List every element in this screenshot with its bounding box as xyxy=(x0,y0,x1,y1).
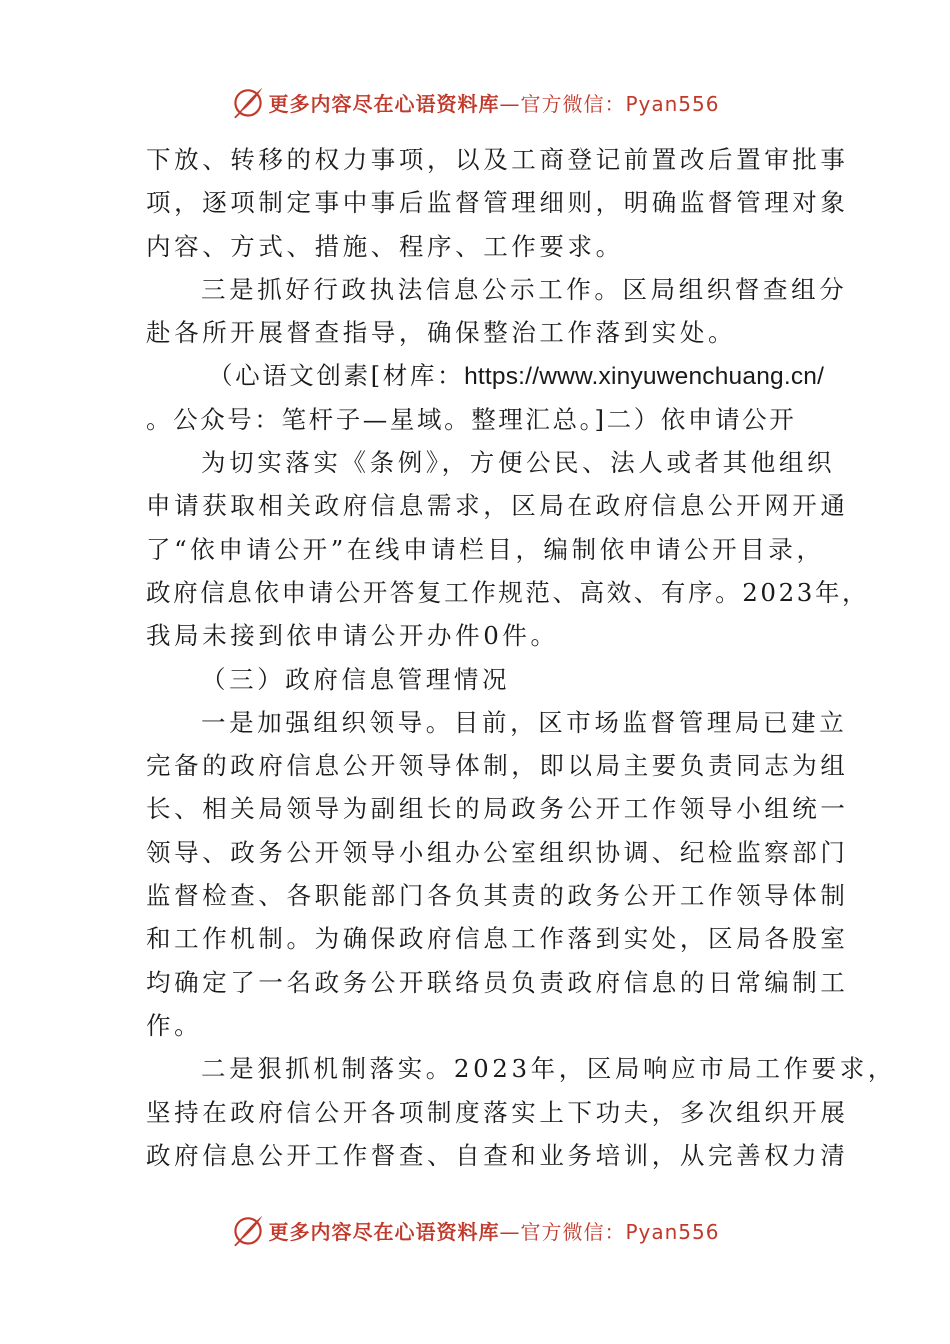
paragraph-line: 领导、政务公开领导小组办公室组织协调、纪检监察部门 xyxy=(146,837,849,867)
footer-banner xyxy=(0,1210,950,1250)
quill-pen-icon xyxy=(230,84,266,120)
paragraph-line: 我局未接到依申请公开办件0件。 xyxy=(146,621,559,651)
paragraph-line: 和工作机制。为确保政府信息工作落到实处，区局各股室 xyxy=(146,924,849,954)
paragraph-line: 政府信息公开工作督查、自查和业务培训，从完善权力清 xyxy=(146,1140,849,1170)
paragraph-line: 长、相关局领导为副组长的局政务公开工作领导小组统一 xyxy=(146,794,849,824)
paragraph-line: 一是加强组织领导。目前，区市场监督管理局已建立 xyxy=(201,707,848,737)
paragraph-line: 政府信息依申请公开答复工作规范、高效、有序。2023年， xyxy=(146,577,870,607)
paragraph-line: 三是抓好行政执法信息公示工作。区局组织督查组分 xyxy=(201,274,848,304)
paragraph-line: 下放、转移的权力事项，以及工商登记前置改后置审批事 xyxy=(146,145,849,174)
paragraph-line: 作。 xyxy=(146,1010,203,1040)
paragraph-line: 项，逐项制定事中事后监督管理细则，明确监督管理对象 xyxy=(146,188,849,218)
document-body xyxy=(146,138,896,1177)
paragraph-line: 均确定了一名政务公开联络员负责政府信息的日常编制工 xyxy=(146,967,849,997)
quill-pen-icon xyxy=(230,1212,266,1248)
paragraph-line: 内容、方式、措施、程序、工作要求。 xyxy=(146,231,624,261)
header-banner xyxy=(0,82,950,122)
paragraph-line: 了“依申请公开”在线申请栏目，编制依申请公开目录， xyxy=(146,534,825,564)
source-note-prefix: （心语文创素[材库： xyxy=(208,361,465,391)
paragraph-line: 为切实落实《条例》，方便公民、法人或者其他组织 xyxy=(201,448,836,478)
paragraph-line: 坚持在政府信公开各项制度落实上下功夫，多次组织开展 xyxy=(146,1097,849,1127)
banner-brand-text: 更多内容尽在心语资料库 xyxy=(268,1219,500,1244)
source-url-link[interactable]: https://www.xinyuwenchuang.cn/ xyxy=(464,363,825,391)
paragraph-line: 监督检查、各职能部门各负其责的政务公开工作领导体制 xyxy=(146,881,849,911)
paragraph-line: 二是狠抓机制落实。2023年，区局响应市局工作要求， xyxy=(201,1054,896,1084)
banner-wechat-text: —官方微信：Pyan556 xyxy=(499,91,720,116)
source-note-line: 。公众号：笔杆子—星域。整理汇总。]二）依申请公开 xyxy=(146,404,797,434)
banner-brand-text: 更多内容尽在心语资料库 xyxy=(268,91,500,116)
paragraph-line: 赴各所开展督查指导，确保整治工作落到实处。 xyxy=(146,318,737,348)
paragraph-line: 申请获取相关政府信息需求，区局在政府信息公开网开通 xyxy=(146,491,849,521)
source-note-line xyxy=(146,354,825,397)
section-heading: （三）政府信息管理情况 xyxy=(201,664,511,694)
banner-wechat-text: —官方微信：Pyan556 xyxy=(499,1219,720,1244)
paragraph-line: 完备的政府信息公开领导体制，即以局主要负责同志为组 xyxy=(146,751,849,781)
